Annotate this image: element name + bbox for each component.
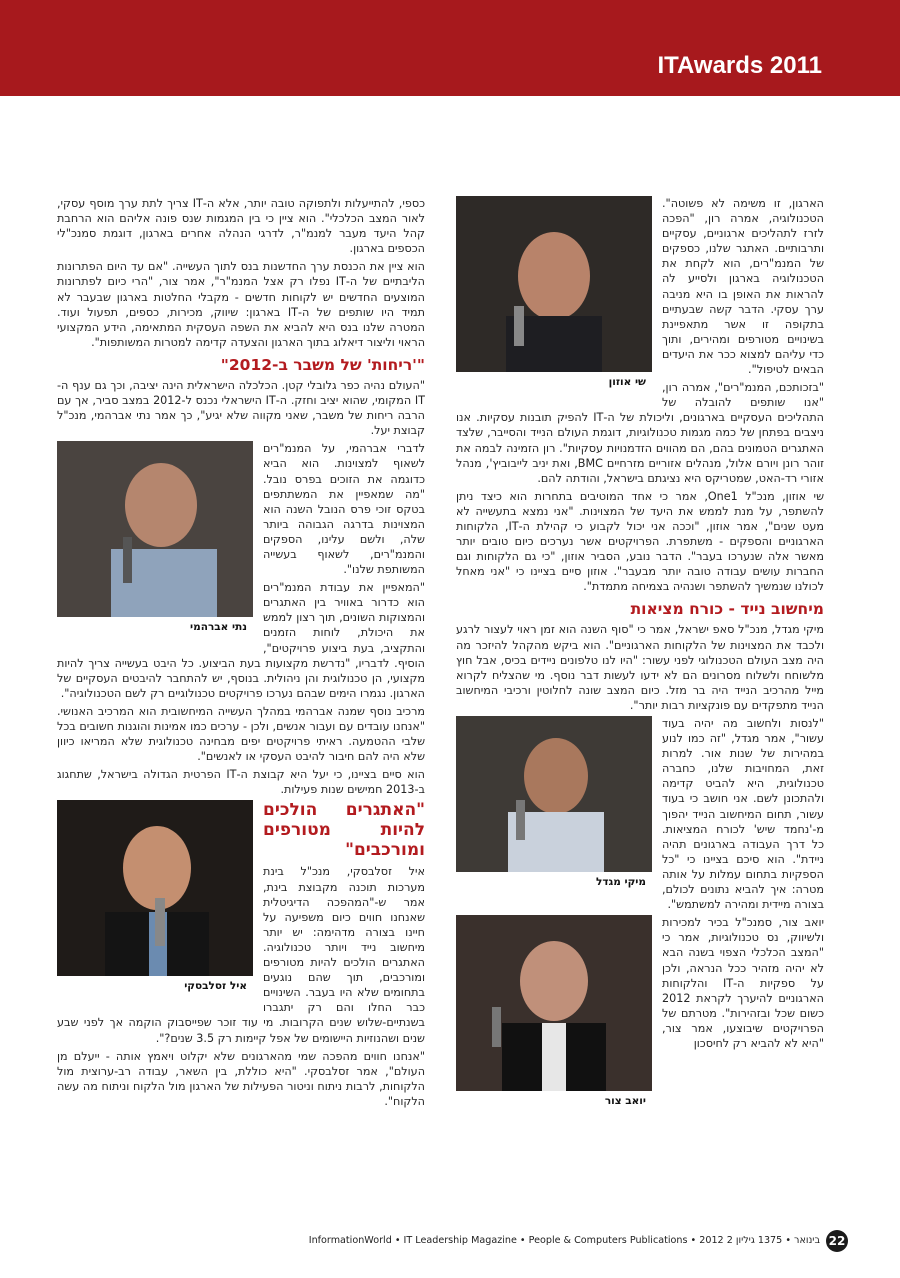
paragraph: "המאפיין את עבודת המנמ"רים הוא כדרור באוויר בין האתגרים והמצוקות השונים, תוך רצון לממש את היכולת, לוחות הזמנים והתקציב, בעת ביצוע פרויקטים", הוסיף. לדבריו, "נדרשת מקצועות בעת הביצוע. כל היבט בעשייה צריך להיות מקצועי, הן טכנולוגית והן ניהולית. בנוסף, יש להתחבר להיבטים העסקיים של הארגון. נגמרו הימים שבהם נערכו פרויקטים טכנולוגיים רק לשם הטכנולוגיה". bbox=[57, 581, 425, 700]
paragraph: "בזכותכם, המנמ"רים", אמרה רון, "אנו שותפים להובלה של התהליכים העסקיים בארגונים, וליכולת של ה-IT להפיק תובנות עסקיות. אנו ניצבים בפתחן של כמה מגמות טכנולוגיות, דוגמת העולם הנייד והסייבר, שלצד האתגרים הטמונים בהם, הם מהווים הזדמנויות עסקיות". רון הזמינה לבמה את זוהר רונן ויורם אלול, מנהלים אזוריים מזרחיים BMC, ואת יניב לייבוביץ', מנהל אזורי רד-האט, שמטריקס היא נציגתם בישראל, והודתה להם. bbox=[456, 381, 824, 485]
caption-nati-avrahami: נתי אברהמי bbox=[57, 617, 253, 637]
paragraph: הוא ציין את הכנסת ערך החדשנות בנס לתוך העשייה. "אם עד היום הפתרונות הליבתיים של ה-IT נפלו רק אצל המנמ"ר", אמר צור, "הרי כיום לפתרונות המוצעים החדשים יש לקוחות חדשים - מקבלי החלטות בארגון שבעבר לא תמיד היו שותפים של ה-IT בארגון: שיווק, מכירות, כספים, תפעול ועוד. המטרה שלנו בנס היא להביא את השפה העסקית המתאימה, הידע המקצועי הראוי וליצור דיאלוג בתוך הארגון והצעדה קדימה למטרות המשותפות". bbox=[57, 260, 425, 349]
paragraph: "לנסות ולחשוב מה יהיה בעוד עשור", אמר מגדל, "זה כמו לנוע במהירות של שנות אור. למרות זאת, המחויבות שלנו, כחברה טכנולוגית, היא להביט קדימה ולהתכונן לשם. אני חושב כי בעוד עשור, תחום המיחשוב הנייד יהפוך מ-'נחמד שיש' לכורח המציאות. כל דרך העבודה בארגונים תהיה ניידת". הוא סיכם בציינו כי "כל הספקיות בתחום עמלות על אותה מטרה: איך להביא נתונים לכולם, בצורה מיידית ומהירה למשתמש". bbox=[662, 717, 824, 912]
portrait-image bbox=[456, 196, 652, 392]
paragraph: "אנחנו חווים מהפכה שמי מהארגונים שלא יקלוט ויאמץ אותה - ייעלם מן העולם", אמר זסלבסקי. "היא כוללת, בין השאר, עבודה רב-ערוצית מול הלקוחות, לרבות ניתוח וניטור הפעילות של הארגון מול הלקוח וניתוח מה עשה הלקוח". bbox=[57, 1049, 425, 1108]
paragraph: מיקי מגדל, מנכ"ל סאפ ישראל, אמר כי "סוף השנה הוא זמן ראוי לעצור לרגע ולכבד את המצוינות של הלקוחות הארגוניים". הוא ביקש מהקהל להיזכר מה היה מצב העולם הטכנולוגי לפני עשור: "היו לנו טלפונים ניידים בכיס, אבל חוץ מלשוחח ולשלוח מסרונים הם לא ידעו לעשות דבר נוסף. מי שהצליח לקרוא מייל מהרכיב הנייד היה בר מזל. כיום המצב שונה לחלוטין ורכיבי המיחשוב הנייד מתפקדים עם פונקציות רבות יותר". bbox=[456, 623, 824, 712]
left-column bbox=[57, 196, 425, 1196]
paragraph: הוא סיים בציינו, כי יעל היא קבוצת ה-IT הפרטית הגדולה בישראל, שתחגוג ב-2013 חמישים שנות פעילות. bbox=[57, 768, 425, 797]
paragraph: יואב צור, סמנכ"ל בכיר למכירות ולשיווק, נס טכנולוגיות, אמר כי "המצב הכלכלי הצפוי בשנה הבא לא יהיה מזהיר ככל הנראה, ולכן על ספקיות ה-IT והלקוחות הארגוניים להיערך לקראת 2012 כשום שכל ובזהירות". מטרתם של הפרויקטים שיבוצעו, אמר צור, "היא לא להביא רק לחיסכון bbox=[662, 916, 824, 1050]
paragraph: "העולם נהיה כפר גלובלי קטן. הכלכלה הישראלית הינה יציבה, וכך גם ענף ה-IT המקומי, שהוא יציב וחזק. ה-IT הישראלי נכנס ל-2012 במצב סביר, אך עם הרבה ריחות של משבר, שאני מקווה שלא יגיע", כך אמר נתי אברהמי, מנכ"ל קבוצת יעל. bbox=[57, 378, 425, 438]
page-footer bbox=[0, 1228, 900, 1254]
right-column bbox=[456, 196, 824, 1196]
photo-yoav-tzur bbox=[456, 915, 652, 1111]
paragraph: מרכיב נוסף שמנה אברהמי במהלך העשייה המיחשובית הוא המרכיב האנושי. "אנחנו עובדים עם ועבור אנשים, ולכן - ערכים כמו אמינות והוגנות חשובים בכל שלבי ההטמעה. ראיתי פרויקטים יפים מבחינה טכנולוגית שלא המריאו כיוון שלא היה להם חיבור להיבט העסקי או לאנשים". bbox=[57, 704, 425, 764]
itawards-title: ITAwards 2011 bbox=[657, 52, 822, 79]
caption-miki-migdal: מיקי מגדל bbox=[456, 872, 652, 892]
section-heading-crisis: "'ריחות' של משבר ב-2012" bbox=[220, 355, 425, 374]
paragraph: כספי, להתייעלות ולתפוקה טובה יותר, אלא ה-IT צריך לתת ערך מוסף עסקי, לאור המצב הכלכלי". הוא ציין כי בין המגמות שנס פונה אליהם הוא הרחבת קהל היעד מעבר למנמ"ר, לדרגי הנהלה אחרים בארגון, דוגמת סמנכ"לי הכספים בארגון. bbox=[57, 197, 425, 256]
page-number: 22 bbox=[826, 1230, 848, 1252]
section-heading-mobile: מיחשוב נייד - כורח מציאות bbox=[630, 600, 824, 619]
caption-yoav-tzur: יואב צור bbox=[456, 1091, 652, 1111]
portrait-image bbox=[57, 441, 253, 637]
photo-eyal-zaslavsky bbox=[57, 800, 253, 996]
photo-miki-migdal bbox=[456, 716, 652, 892]
paragraph: שי אוזון, מנכ"ל One1, אמר כי אחד המוטיבים בתחרות הוא כיצד ניתן להשתפר, על מנת לממש את היעד של המצוינות. "אני נמצא בתעשייה לא מעט שנים", אמר אוזון, "וככה אני יכול לקבוע כי קהילת ה-IT, הלקוחות הארגוניים והספקים - משתפרת. הפרויקטים אשר נערכים כיום טובים יותר מאשר אלה שנערכו בעבר". הדבר נובע, הסביר אוזון, "כי גם הלקוחות וגם החברות עושים עבודה טובה יותר מבעבר". אוזון סיים בציינו כי "אני מאחל לכולנו שנמשיך להשתפר ושנהיה בצמיחה מתמדת". bbox=[456, 489, 824, 594]
portrait-image bbox=[57, 800, 253, 996]
caption-shai-ozon: שי אוזון bbox=[456, 372, 652, 392]
footer-publication-line: InformationWorld • IT Leadership Magazine • People & Computers Publications • 2012 2 בינואר • 1375 גיליון bbox=[308, 1235, 820, 1246]
caption-eyal-zaslavsky: איל זסלבסקי bbox=[57, 976, 253, 996]
portrait-image bbox=[456, 716, 652, 892]
portrait-image bbox=[456, 915, 652, 1111]
paragraph: הארגון, זו משימה לא פשוטה". הטכנולוגיה, אמרה רון, "הפכה לזרז לתהליכים ארגוניים, עסקיים ותרבותיים. האתגר שלנו, כספקים של המנמ"רים, הוא לקחת את הטכנולוגיה בארגון ולסייע לה להראות את האופן בו היא מניבה ערך עסקי. הדבר קשה שבעתיים בתקופה זו אשר מתאפיינת בשינויים מטורפים ומהירים, ותוך כדי עליהם למצוא ככר את היעדים הבאים לטיפול". bbox=[662, 197, 824, 377]
section-heading-challenges: "האתגרים הולכים להיות מטורפים ומורכבים" bbox=[263, 800, 425, 861]
paragraph: איל זסלבסקי, מנכ"ל בינת מערכות תוכנה מקבוצת בינת, אמר ש-"המהפכה הדיגיטלית שאנחנו חווים כיום משפיעה על חיינו בצורה מדהימה: יש יותר מיחשוב נייד ויותר טכנולוגיה. האתגרים הולכים להיות מטורפים ומורכבים, תוך שהם נוגעים בתחומים שלא היו בעבר. השינויים כבר החלו והם רק יתגברו בשנתיים-שלוש שנים הקרובות. מי עוד זוכר שפייסבוק הוקמה אך לפני שבע שנים ושהנוזיות היישומים של אפל קיימות רק 3.5 שנים?". bbox=[57, 865, 425, 1045]
page-header bbox=[0, 0, 900, 96]
photo-shai-ozon bbox=[456, 196, 652, 392]
photo-nati-avrahami bbox=[57, 441, 253, 637]
paragraph: לדברי אברהמי, על המנמ"רים לשאוף למצוינות. הוא הביא כדוגמה את הזוכים בפרס נובל. "מה שמאפיין את המשתתפים בטקס זוכי פרס הנובל השנה הוא המצוינות בדרגה הגבוהה ביותר שלה, ולשם עלינו, הספקים והמנמ"רים, לשאוף בעשייה המשותפת שלנו". bbox=[263, 442, 425, 577]
